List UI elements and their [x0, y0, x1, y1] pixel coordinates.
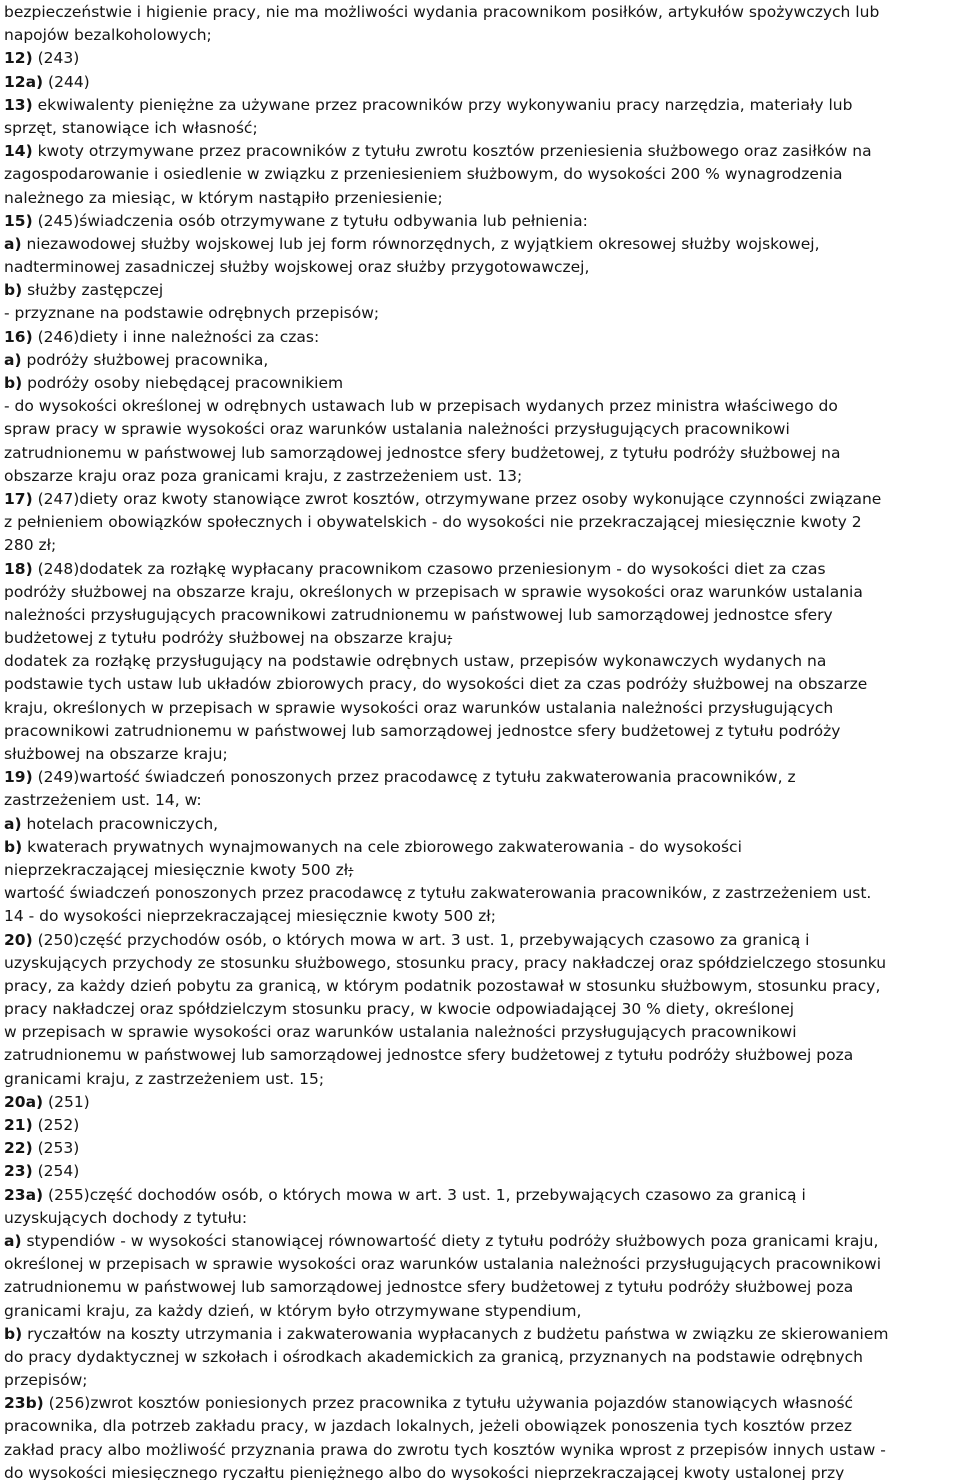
- text-line: [4, 1184, 954, 1207]
- line-text: kwaterach prywatnych wynajmowanych na cele zbiorowego zakwaterowania - do wysokości: [22, 837, 742, 856]
- text-line: [4, 442, 954, 465]
- line-text: uzyskujących dochody z tytułu:: [4, 1208, 248, 1227]
- item-number: 23a): [4, 1185, 44, 1204]
- item-number: a): [4, 814, 22, 833]
- line-text: podstawie tych ustaw lub układów zbiorowych pracy, do wysokości diet za czas podróży służbowej na obszarze: [4, 675, 868, 694]
- item-number: 23b): [4, 1394, 44, 1413]
- line-text: (254): [32, 1162, 80, 1181]
- line-text: zatrudnionemu w państwowej lub samorządowej jednostce sfery budżetowej z tytułu podróży służbowej poza: [4, 1046, 854, 1065]
- line-text: służbowej na obszarze kraju;: [4, 745, 228, 763]
- item-number: a): [4, 1231, 22, 1250]
- line-text: podróży służbowej na obszarze kraju, określonych w przepisach w sprawie wysokości oraz warunków ustalania: [4, 582, 863, 601]
- line-text: zatrudnionemu w państwowej lub samorządowej jednostce sfery budżetowej, z tytułu podróży służbowej na: [4, 443, 841, 462]
- item-number: 21): [4, 1116, 33, 1134]
- line-text: dodatek za rozłąkę przysługujący na podstawie odrębnych ustaw, przepisów wykonawczych wydanych na: [4, 652, 827, 671]
- text-line: [4, 163, 954, 186]
- line-text: 14 - do wysokości nieprzekraczającej miesięcznie kwoty 500 zł;: [4, 907, 496, 926]
- text-line: [4, 1462, 954, 1480]
- text-line: [4, 975, 954, 998]
- line-text: obszarze kraju oraz poza granicami kraju, z zastrzeżeniem ust. 13;: [4, 466, 523, 485]
- line-text: pracownika, dla potrzeb zakładu pracy, w jazdach lokalnych, jeżeli obowiązek ponoszenia tych kosztów przez: [4, 1417, 853, 1436]
- text-line: [4, 836, 954, 859]
- line-text: wartość świadczeń ponoszonych przez pracodawcę z tytułu zakwaterowania pracowników, z zastrzeżeniem ust.: [4, 884, 872, 903]
- item-number: 19): [4, 768, 33, 787]
- text-line: [4, 1276, 954, 1299]
- text-line: [4, 650, 954, 673]
- line-text: (249)wartość świadczeń ponoszonych przez pracodawcę z tytułu zakwaterowania pracowników, z: [32, 768, 796, 787]
- text-line: [4, 94, 954, 117]
- text-line: [4, 929, 954, 952]
- text-line: [4, 465, 954, 488]
- line-text: kwoty otrzymywane przez pracowników z tytułu zwrotu kosztów przeniesienia służbowego oraz zasiłków na: [32, 142, 872, 161]
- line-text: granicami kraju, z zastrzeżeniem ust. 15;: [4, 1069, 325, 1088]
- line-text: niezawodowej służby wojskowej lub jej form równorzędnych, z wyjątkiem okresowej służby wojskowej,: [21, 234, 820, 253]
- text-line: [4, 604, 954, 627]
- line-text: (250)część przychodów osób, o których mowa w art. 3 ust. 1, przebywających czasowo za granicą i: [32, 930, 810, 949]
- text-line: [4, 1114, 954, 1137]
- item-number: a): [4, 234, 22, 253]
- text-line: [4, 1, 954, 24]
- text-line: [4, 326, 954, 349]
- line-text: - przyznane na podstawie odrębnych przepisów;: [4, 304, 380, 323]
- text-line: [4, 789, 954, 812]
- item-number: 23): [4, 1162, 33, 1181]
- text-line: [4, 1300, 954, 1323]
- item-number: 22): [4, 1139, 33, 1158]
- line-text: (243): [32, 49, 80, 68]
- line-text: nieprzekraczającej miesięcznie kwoty 500 zł: [4, 860, 349, 879]
- line-text: (255)część dochodów osób, o których mowa w art. 3 ust. 1, przebywających czasowo za granicą i: [43, 1185, 806, 1204]
- item-number: 16): [4, 327, 33, 346]
- text-line: [4, 1439, 954, 1462]
- text-line: [4, 488, 954, 511]
- line-text: hotelach pracowniczych,: [21, 814, 219, 833]
- text-line: [4, 1253, 954, 1276]
- text-line: [4, 117, 954, 140]
- text-line: [4, 1091, 954, 1114]
- line-text: (252): [32, 1116, 80, 1134]
- line-text: pracy, za każdy dzień pobytu za granicą, w którym podatnik pozostawał w stosunku służbowym, stosunku pracy,: [4, 976, 881, 995]
- line-text: ekwiwalenty pieniężne za używane przez pracowników przy wykonywaniu pracy narzędzia, materiały lub: [32, 95, 853, 114]
- text-line: [4, 140, 954, 163]
- text-line: [4, 558, 954, 581]
- text-line: [4, 1044, 954, 1067]
- text-line: [4, 233, 954, 256]
- line-text: 280 zł;: [4, 536, 57, 555]
- item-number: 20a): [4, 1092, 44, 1111]
- item-number: 12): [4, 49, 33, 68]
- line-text: w przepisach w sprawie wysokości oraz warunków ustalania należności przysługujących pracownikowi: [4, 1023, 797, 1042]
- item-number: b): [4, 281, 23, 300]
- item-number: 20): [4, 930, 33, 949]
- line-text: ryczałtów na koszty utrzymania i zakwaterowania wypłacanych z budżetu państwa w związku ze skierowaniem: [22, 1324, 889, 1343]
- line-text: sprzęt, stanowiące ich własność;: [4, 118, 258, 137]
- text-line: [4, 1346, 954, 1369]
- text-line: [4, 210, 954, 233]
- line-text: podróży służbowej pracownika,: [21, 350, 269, 369]
- text-line: [4, 952, 954, 975]
- line-text: przepisów;: [4, 1371, 88, 1390]
- item-number: b): [4, 374, 23, 392]
- item-number: 17): [4, 489, 33, 508]
- line-text: (245)świadczenia osób otrzymywane z tytułu odbywania lub pełnienia:: [32, 211, 588, 230]
- line-text: do pracy dydaktycznej w szkołach i ośrodkach akademickich za granicą, przyznanych na podstawie odrębnych: [4, 1347, 863, 1366]
- line-text: napojów bezalkoholowych;: [4, 26, 212, 45]
- text-line: [4, 1207, 954, 1230]
- text-line: [4, 1415, 954, 1438]
- text-line: [4, 1137, 954, 1160]
- text-line: [4, 673, 954, 696]
- text-line: [4, 1323, 954, 1346]
- line-text: pracy nakładczej oraz spółdzielczym stosunku pracy, w kwocie odpowiadającej 30 % diety, określonej: [4, 1000, 795, 1019]
- text-line: [4, 511, 954, 534]
- line-text: należności przysługujących pracownikowi zatrudnionemu w państwowej lub samorządowej jednostce sfery: [4, 605, 833, 624]
- line-text: bezpieczeństwie i higienie pracy, nie ma możliwości wydania pracownikom posiłków, artykułów spożywczych lub: [4, 3, 880, 21]
- line-text: (246)diety i inne należności za czas:: [32, 327, 320, 346]
- text-line: [4, 1369, 954, 1392]
- line-text: zastrzeżeniem ust. 14, w:: [4, 791, 202, 810]
- text-line: [4, 349, 954, 372]
- text-line: [4, 418, 954, 441]
- item-number: a): [4, 350, 22, 369]
- text-line: [4, 697, 954, 720]
- text-line: [4, 24, 954, 47]
- line-text: zakład pracy albo możliwość przyznania prawa do zwrotu tych kosztów wynika wprost z przepisów innych ustaw -: [4, 1440, 886, 1459]
- text-line: [4, 627, 954, 650]
- text-line: [4, 1392, 954, 1415]
- text-line: [4, 395, 954, 418]
- line-text: uzyskujących przychody ze stosunku służbowego, stosunku pracy, pracy nakładczej oraz spółdzielczego stosunku: [4, 953, 887, 972]
- text-line: [4, 1068, 954, 1091]
- text-line: [4, 766, 954, 789]
- line-text: podróży osoby niebędącej pracownikiem: [22, 374, 344, 392]
- line-text: nadterminowej zasadniczej służby wojskowej oraz służby przygotowawczej,: [4, 258, 590, 277]
- text-line: [4, 372, 954, 395]
- line-text: budżetowej z tytułu podróży służbowej na obszarze kraju: [4, 629, 447, 648]
- text-line: [4, 720, 954, 743]
- item-number: 15): [4, 211, 33, 230]
- text-line: [4, 743, 954, 766]
- text-line: [4, 813, 954, 836]
- line-text: (244): [43, 72, 90, 91]
- line-text: (248)dodatek za rozłąkę wypłacany pracownikom czasowo przeniesionym - do wysokości diet za czas: [32, 559, 826, 578]
- line-text: z pełnieniem obowiązków społecznych i obywatelskich - do wysokości nie przekraczającej miesięcznie kwoty 2: [4, 513, 862, 532]
- text-line: [4, 905, 954, 928]
- text-line: [4, 187, 954, 210]
- line-text: spraw pracy w sprawie wysokości oraz warunków ustalania należności przysługujących pracownikowi: [4, 420, 790, 439]
- struck-text: ;: [348, 860, 354, 879]
- line-text: (256)zwrot kosztów poniesionych przez pracownika z tytułu używania pojazdów stanowiących własność: [43, 1394, 854, 1413]
- line-text: pracownikowi zatrudnionemu w państwowej lub samorządowej jednostce sfery budżetowej z tytułu podróży: [4, 721, 841, 740]
- text-line: [4, 1021, 954, 1044]
- text-line: [4, 1230, 954, 1253]
- text-line: [4, 581, 954, 604]
- line-text: zatrudnionemu w państwowej lub samorządowej jednostce sfery budżetowej z tytułu podróży służbowej poza: [4, 1278, 854, 1297]
- line-text: służby zastępczej: [22, 281, 164, 300]
- text-line: [4, 534, 954, 557]
- line-text: (247)diety oraz kwoty stanowiące zwrot kosztów, otrzymywane przez osoby wykonujące czynności związane: [32, 489, 882, 508]
- line-text: określonej w przepisach w sprawie wysokości oraz warunków ustalania należności przysługujących pracownikowi: [4, 1255, 882, 1274]
- item-number: 13): [4, 95, 33, 114]
- text-line: [4, 882, 954, 905]
- item-number: b): [4, 837, 23, 856]
- line-text: (253): [32, 1139, 80, 1158]
- item-number: 18): [4, 559, 33, 578]
- text-line: [4, 998, 954, 1021]
- text-line: [4, 71, 954, 94]
- text-line: [4, 279, 954, 302]
- line-text: do wysokości miesięcznego ryczałtu pieniężnego albo do wysokości nieprzekraczającej kwoty ustalonej przy: [4, 1463, 845, 1480]
- line-text: stypendiów - w wysokości stanowiącej równowartość diety z tytułu podróży służbowych poza granicami kraju,: [21, 1231, 879, 1250]
- item-number: 14): [4, 142, 33, 161]
- text-line: [4, 302, 954, 325]
- item-number: 12a): [4, 72, 44, 91]
- line-text: - do wysokości określonej w odrębnych ustawach lub w przepisach wydanych przez ministra właściwego do: [4, 397, 838, 416]
- document-page: [4, 0, 954, 1480]
- struck-text: ;: [446, 629, 453, 648]
- line-text: (251): [43, 1092, 90, 1111]
- line-text: granicami kraju, za każdy dzień, w którym było otrzymywane stypendium,: [4, 1301, 582, 1320]
- line-text: kraju, określonych w przepisach w sprawie wysokości oraz warunków ustalania należności przysługujących: [4, 698, 834, 717]
- text-line: [4, 47, 954, 70]
- text-line: [4, 256, 954, 279]
- line-text: należnego za miesiąc, w którym nastąpiło przeniesienie;: [4, 188, 443, 207]
- text-line: [4, 1160, 954, 1183]
- text-line: [4, 859, 954, 882]
- item-number: b): [4, 1324, 23, 1343]
- line-text: zagospodarowanie i osiedlenie w związku z przeniesieniem służbowym, do wysokości 200 % wynagrodzenia: [4, 165, 843, 184]
